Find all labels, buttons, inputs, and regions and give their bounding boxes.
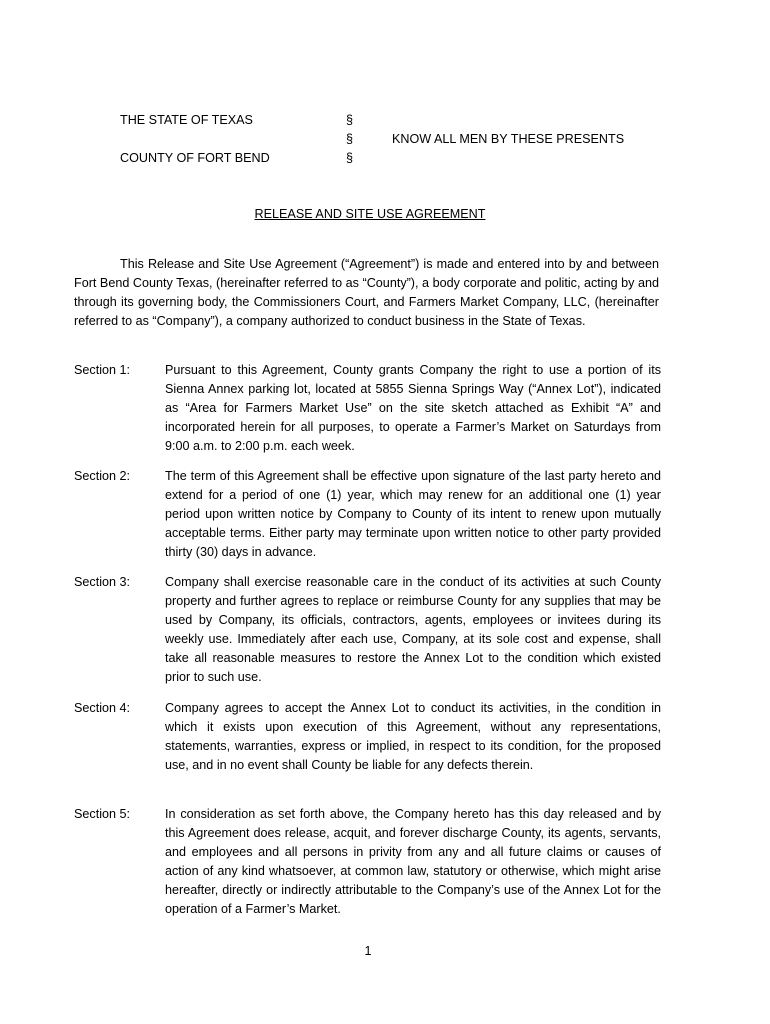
section-text: In consideration as set forth above, the Company hereto has this day released and by this Agreement does release, acquit, and forever discharge County, its agents, servants, and employees and all persons in privity from any and all future claims or causes of action of any kind whatsoever, at common law, statutory or otherwise, which might arise hereafter, directly or indirectly attributable to the Company’s use of the Annex Lot for the operation of a Farmer’s Market. (165, 807, 661, 916)
section-symbol: § (346, 132, 354, 146)
header-know-all: KNOW ALL MEN BY THESE PRESENTS (392, 132, 625, 146)
section-symbol: § (346, 113, 354, 127)
section-text: Pursuant to this Agreement, County grants Company the right to use a portion of its Sienna Annex parking lot, located at 5855 Sienna Springs Way (“Annex Lot”), indicated as “Area for Farmers Market Use” on the site sketch attached as Exhibit “A” and incorporated herein for all purposes, to operate a Farmer’s Market on Saturdays from 9:00 a.m. to 2:00 p.m. each week. (165, 363, 661, 453)
section-text: The term of this Agreement shall be effective upon signature of the last party hereto and extend for a period of one (1) year, which may renew for an additional one (1) year period upon written notice by Company to County of its intent to renew upon mutually acceptable terms. Either party may terminate upon written notice to other party provided thirty (30) days in advance. (165, 469, 661, 559)
section-label: Section 3: (74, 575, 131, 589)
section-label: Section 2: (74, 469, 131, 483)
header-state: THE STATE OF TEXAS (120, 113, 253, 127)
section-label: Section 1: (74, 363, 131, 377)
section-label: Section 4: (74, 701, 131, 715)
section-text: Company agrees to accept the Annex Lot to conduct its activities, in the condition in which it exists upon execution of this Agreement, without any representations, statements, warranties, express or implied, in respect to its condition, for the proposed use, and in no event shall County be liable for any defects therein. (165, 701, 661, 772)
section-symbol: § (346, 151, 354, 165)
document-title: RELEASE AND SITE USE AGREEMENT (254, 207, 486, 221)
intro-paragraph: This Release and Site Use Agreement (“Agreement”) is made and entered into by and between Fort Bend County Texas, (hereinafter referred to as “County”), a body corporate and politic, acting by and through its governing body, the Commissioners Court, and Farmers Market Company, LLC, (hereinafter referred to as “Company”), a company authorized to conduct business in the State of Texas. (74, 257, 659, 328)
section-label: Section 5: (74, 807, 131, 821)
section-text: Company shall exercise reasonable care in the conduct of its activities at such County property and further agrees to replace or reimburse County for any supplies that may be used by Company, its officials, contractors, agents, employees or invitees during its weekly use. Immediately after each use, Company, at its sole cost and expense, shall take all reasonable measures to restore the Annex Lot to the condition which existed prior to such use. (165, 575, 661, 684)
page-number: 1 (364, 944, 372, 958)
header-county: COUNTY OF FORT BEND (120, 151, 270, 165)
